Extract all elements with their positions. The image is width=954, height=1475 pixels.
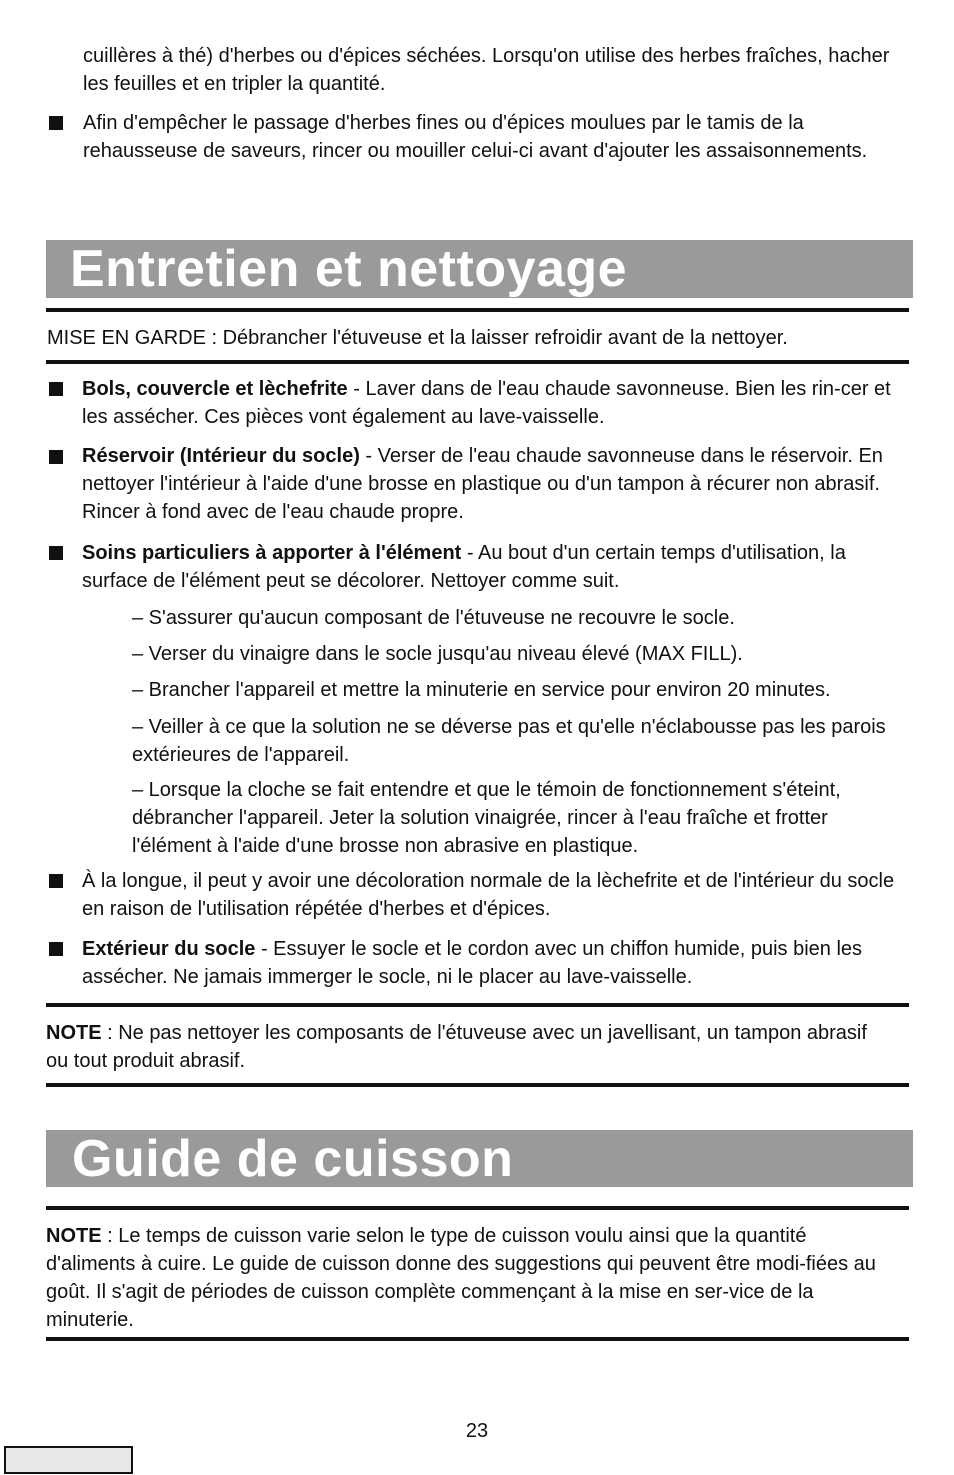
bullet-icon — [49, 116, 63, 130]
divider — [46, 308, 909, 312]
divider — [46, 1083, 909, 1087]
list-item — [82, 442, 907, 526]
bullet-icon — [49, 874, 63, 888]
note-label: NOTE — [46, 1022, 102, 1044]
list-item: À la longue, il peut y avoir une décoloration normale de la lèchefrite et de l'intérieur du socle en raison de l'utilisation répétée d'herbes et d'épices. — [82, 870, 895, 920]
note-label: NOTE — [46, 1225, 102, 1247]
page-number: 23 — [465, 1420, 489, 1442]
item-text: - Essuyer le socle et le cordon avec un chiffon humide, puis bien les assécher. Ne jamais immerger le socle, ni le placer au lave-vaisselle. — [82, 938, 863, 988]
note-text: : Ne pas nettoyer les composants de l'étuveuse avec un javellisant, un tampon abrasif ou tout produit abrasif. — [46, 1022, 867, 1072]
bullet-icon — [49, 382, 63, 396]
section-title-entretien: Entretien et nettoyage — [46, 240, 913, 298]
warning-text: MISE EN GARDE : Débrancher l'étuveuse et la laisser refroidir avant de la nettoyer. — [47, 327, 788, 349]
divider — [46, 1337, 909, 1341]
divider — [46, 1003, 909, 1007]
item-heading: Extérieur du socle — [82, 938, 256, 960]
step-item: – Verser du vinaigre dans le socle jusqu'au niveau élevé (MAX FILL). — [132, 643, 743, 665]
item-text: - Laver dans de l'eau chaude savonneuse. Bien les rin-cer et les assécher. Ces pièces vont également au lave-vaisselle. — [82, 378, 891, 428]
section-title-guide: Guide de cuisson — [46, 1130, 913, 1187]
note — [46, 1019, 886, 1075]
list-item — [82, 539, 910, 595]
item-heading: Réservoir (Intérieur du socle) — [82, 445, 360, 467]
intro-text: cuillères à thé) d'herbes ou d'épices séchées. Lorsqu'on utilise des herbes fraîches, hacher les feuilles et en tripler la quantité. — [83, 45, 890, 95]
item-heading: Bols, couvercle et lèchefrite — [82, 378, 348, 400]
item-text: - Au bout d'un certain temps d'utilisation, la surface de l'élément peut se décolorer. Nettoyer comme suit. — [82, 542, 846, 592]
step-item: – Veiller à ce que la solution ne se déverse pas et qu'elle n'éclabousse pas les parois extérieures de l'appareil. — [132, 716, 886, 766]
divider — [46, 360, 909, 364]
note — [46, 1222, 891, 1334]
item-text: - Verser de l'eau chaude savonneuse dans le réservoir. En nettoyer l'intérieur à l'aide d'une brosse en plastique ou d'un tampon à récurer non abrasif. Rincer à fond avec de l'eau chaude propre. — [82, 445, 883, 523]
bullet-icon — [49, 546, 63, 560]
list-item — [82, 935, 897, 991]
list-item — [82, 375, 907, 431]
note-text: : Le temps de cuisson varie selon le type de cuisson voulu ainsi que la quantité d'aliments à cuire. Le guide de cuisson donne des suggestions qui peuvent être modi-fiées au goût. Il s'agit de périodes de cuisson complète commençant à la mise en ser-vice de la minuterie. — [46, 1225, 876, 1331]
intro-bullet-text: Afin d'empêcher le passage d'herbes fines ou d'épices moulues par le tamis de la rehausseuse de saveurs, rincer ou mouiller celui-ci avant d'ajouter les assaisonnements. — [83, 112, 868, 162]
bullet-icon — [49, 450, 63, 464]
step-item: – Brancher l'appareil et mettre la minuterie en service pour environ 20 minutes. — [132, 679, 831, 701]
step-item: – S'assurer qu'aucun composant de l'étuveuse ne recouvre le socle. — [132, 607, 735, 629]
step-item: – Lorsque la cloche se fait entendre et que le témoin de fonctionnement s'éteint, débrancher l'appareil. Jeter la solution vinaigrée, rincer à l'eau fraîche et frotter l'élément à l'aide d'une brosse non abrasive en plastique. — [132, 779, 841, 857]
divider — [46, 1206, 909, 1210]
bullet-icon — [49, 942, 63, 956]
item-heading: Soins particuliers à apporter à l'élément — [82, 542, 462, 564]
footer-mark — [4, 1446, 133, 1474]
